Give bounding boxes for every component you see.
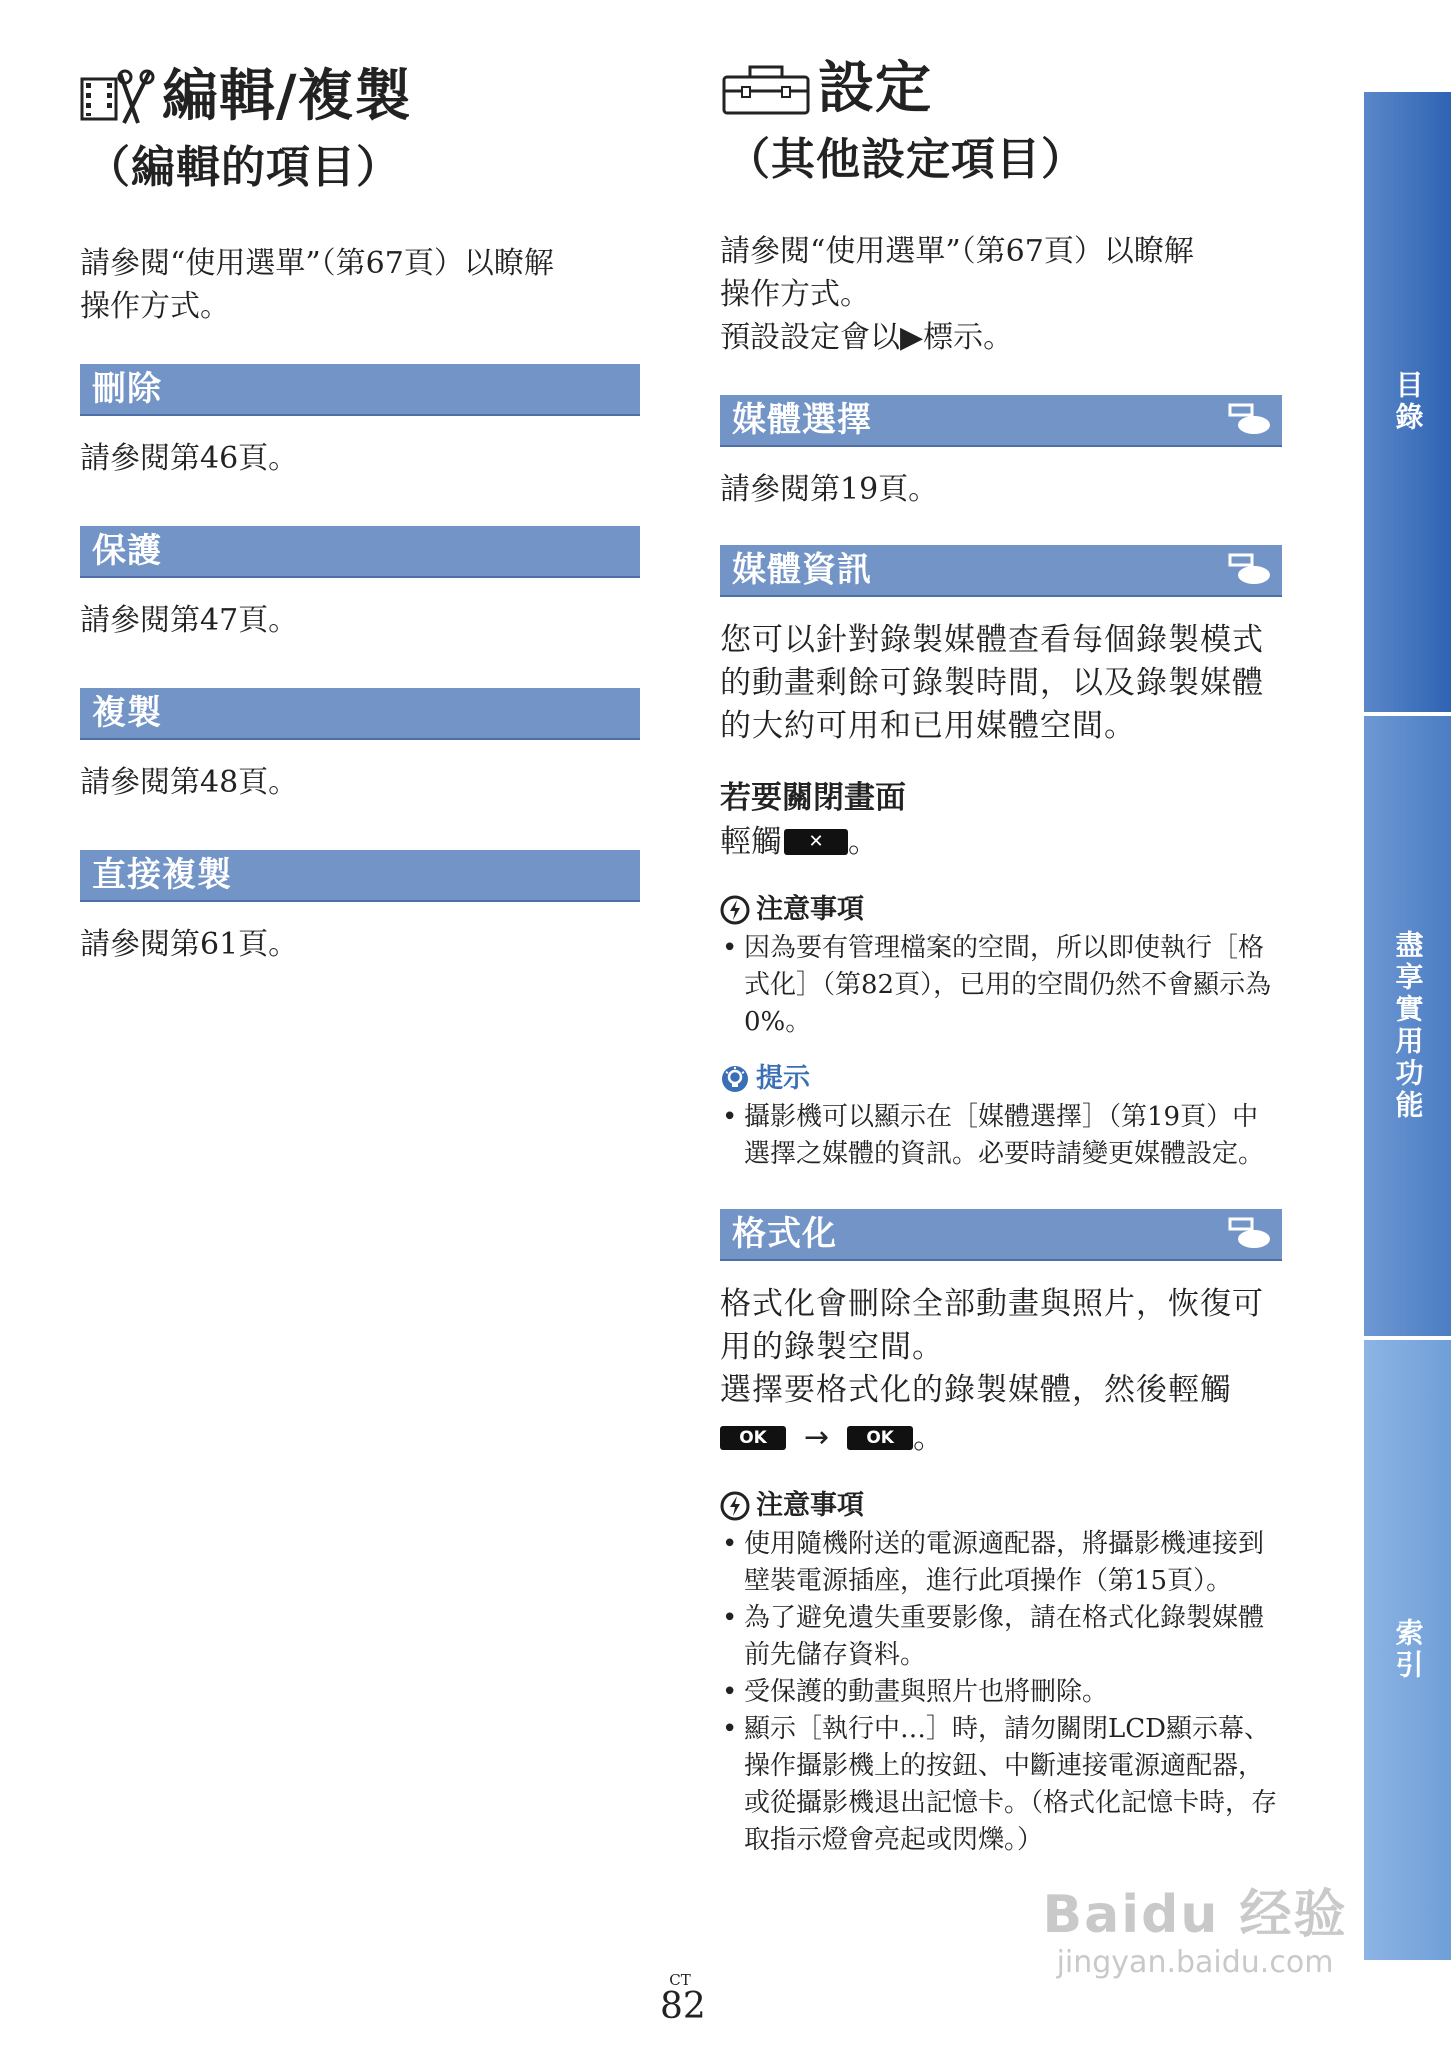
settings-intro [720, 230, 1282, 359]
settings-title-text: 設定 [818, 56, 932, 121]
watermark [1030, 1885, 1360, 1981]
intro-line: 操作方式。 [80, 289, 230, 324]
para-line: 選擇要格式化的錄製媒體，然後輕觸 [720, 1372, 1232, 1408]
section-delete-ref: 請參閱第46頁。 [80, 441, 299, 476]
close-screen-heading: 若要關閉畫面 [720, 780, 906, 816]
edit-copy-column [80, 62, 640, 1012]
media-info-description [720, 619, 1282, 748]
page-lang-code: CT [669, 1971, 691, 1989]
para-line: 的動畫剩餘可錄製時間，以及錄製媒體 [720, 665, 1264, 701]
page-number-value: 82 [660, 1986, 706, 2027]
list-item: • 受保護的動畫與照片也將刪除。 [720, 1674, 1282, 1711]
settings-column [720, 54, 1282, 1859]
arrow-icon: → [804, 1420, 830, 1455]
tab-index[interactable] [1364, 1340, 1451, 1960]
ok-button[interactable]: OK [720, 1426, 786, 1450]
edit-copy-title [80, 62, 640, 132]
intro-line: 請參閱“使用選單”（第67頁）以瞭解 [80, 246, 554, 281]
edit-copy-title-text: 編輯/複製 [162, 64, 412, 129]
media-info-header [720, 545, 1282, 597]
section-protect-ref: 請參閱第47頁。 [80, 603, 299, 638]
para-line: 的大約可用和已用媒體空間。 [720, 708, 1136, 744]
tab-label: 索引 [1391, 1618, 1425, 1682]
format-ok-sequence [720, 1416, 1282, 1460]
touch-text: 輕觸 [720, 824, 782, 860]
list-item: • 顯示［執行中…］時，請勿關閉LCD顯示幕、操作攝影機上的按鈕、中斷連接電源適配器，或從攝影機退出記憶卡。（格式化記憶卡時，存取指示燈會亮起或閃爍。） [720, 1711, 1282, 1859]
watermark-brand: Baidu 经验 [1042, 1885, 1348, 1945]
tab-label: 盡享實用功能 [1391, 930, 1425, 1122]
section-copy-ref: 請參閱第48頁。 [80, 765, 299, 800]
media-select-ref: 請參閱第19頁。 [720, 472, 939, 507]
section-title: 刪除 [92, 369, 162, 409]
tip-heading-text: 提示 [756, 1063, 810, 1094]
tab-useful-functions[interactable] [1364, 716, 1451, 1336]
section-title: 媒體資訊 [732, 550, 872, 590]
sentence-end: 。 [848, 824, 879, 860]
edit-scissors-film-icon [80, 67, 156, 127]
edit-copy-intro [80, 242, 640, 328]
format-header [720, 1209, 1282, 1261]
close-key[interactable]: ✕ [784, 829, 848, 855]
section-delete-header [80, 364, 640, 416]
watermark-url: jingyan.baidu.com [1056, 1945, 1334, 1980]
list-item: • 為了避免遺失重要影像，請在格式化錄製媒體前先儲存資料。 [720, 1600, 1282, 1674]
para-line: 您可以針對錄製媒體查看每個錄製模式 [720, 622, 1264, 658]
edit-sections [80, 364, 640, 966]
section-title: 保護 [92, 531, 162, 571]
media-info-caution-heading [720, 892, 1282, 928]
intro-line: 請參閱“使用選單”（第67頁）以瞭解 [720, 234, 1194, 269]
tab-table-of-contents[interactable] [1364, 92, 1451, 712]
memory-media-icon [1228, 403, 1272, 437]
sentence-end: 。 [913, 1420, 945, 1456]
para-line: 用的錄製空間。 [720, 1329, 944, 1365]
section-copy-header [80, 688, 640, 740]
toolbox-icon [720, 59, 812, 119]
settings-subtitle: （其他設定項目） [726, 134, 1086, 185]
caution-heading-text: 注意事項 [756, 894, 864, 925]
format-description [720, 1283, 1282, 1412]
para-line: 格式化會刪除全部動畫與照片，恢復可 [720, 1286, 1264, 1322]
format-caution-list [720, 1526, 1282, 1859]
section-protect-header [80, 526, 640, 578]
section-direct-copy-header [80, 850, 640, 902]
section-direct-copy-ref: 請參閱第61頁。 [80, 927, 299, 962]
lightbulb-icon [720, 1064, 750, 1094]
section-title: 格式化 [732, 1214, 837, 1254]
section-title: 媒體選擇 [732, 400, 872, 440]
section-title: 直接複製 [92, 855, 232, 895]
settings-title [720, 54, 1282, 124]
media-info-tip-list [720, 1099, 1282, 1173]
intro-line: 操作方式。 [720, 277, 870, 312]
caution-heading-text: 注意事項 [756, 1490, 864, 1521]
intro-line: 預設設定會以▶標示。 [720, 320, 1014, 355]
media-info-caution-list [720, 930, 1282, 1041]
ok-button[interactable]: OK [847, 1426, 913, 1450]
list-item: • 使用隨機附送的電源適配器，將攝影機連接到壁裝電源插座，進行此項操作（第15頁）。 [720, 1526, 1282, 1600]
edit-copy-subtitle: （編輯的項目） [86, 142, 401, 193]
memory-media-icon [1228, 553, 1272, 587]
list-item: • 因為要有管理檔案的空間，所以即使執行［格式化］（第82頁），已用的空間仍然不會顯示為0%。 [720, 930, 1282, 1041]
close-screen-instruction [720, 820, 1282, 864]
media-info-tip-heading [720, 1061, 1282, 1097]
list-item: • 攝影機可以顯示在［媒體選擇］（第19頁）中選擇之媒體的資訊。必要時請變更媒體設定。 [720, 1099, 1282, 1173]
media-select-header [720, 395, 1282, 447]
format-caution-heading [720, 1488, 1282, 1524]
section-title: 複製 [92, 693, 162, 733]
caution-icon [720, 895, 750, 925]
page-number [660, 1971, 706, 2027]
caution-icon [720, 1491, 750, 1521]
memory-media-icon [1228, 1217, 1272, 1251]
tab-label: 目錄 [1391, 370, 1425, 434]
